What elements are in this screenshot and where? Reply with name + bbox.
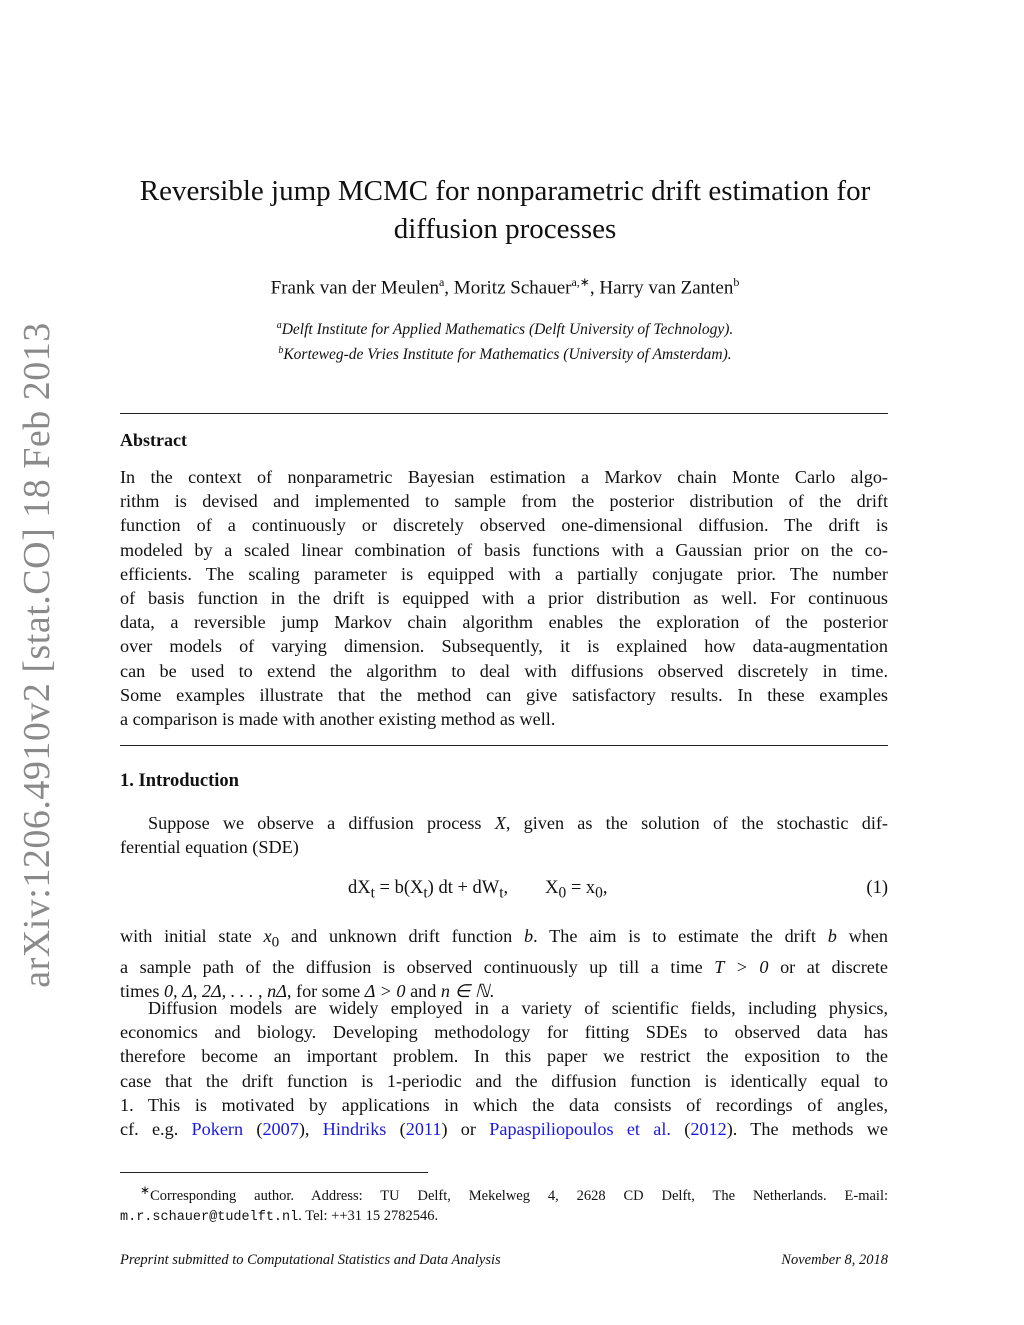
abstract-line: of basis function in the drift is equipped with a prior distribution as well. For continuous	[120, 588, 888, 609]
paragraph-line: case that the drift function is 1-periodic and the diffusion function is identically equal to	[120, 1070, 888, 1091]
citation-year-link[interactable]: 2007	[262, 1119, 299, 1140]
paragraph-line	[120, 955, 888, 979]
citation-year-link[interactable]: 2011	[405, 1119, 442, 1140]
author-name: Moritz Schauer	[453, 277, 572, 299]
abstract-line: function of a continuously or discretely observed one-dimensional diffusion. The drift is	[120, 515, 888, 536]
footnote-mark: ∗	[140, 1183, 151, 1197]
title-line-2: diffusion processes	[393, 213, 617, 245]
paragraph-line	[120, 924, 888, 955]
text-run: with initial state	[120, 926, 264, 946]
affiliation-b	[122, 340, 888, 365]
eq-part: = b(X	[374, 878, 424, 898]
author-name: Harry van Zanten	[599, 277, 734, 299]
math-var: X	[494, 813, 506, 833]
text-run: when	[836, 926, 888, 946]
author-mark: b	[733, 275, 740, 289]
arxiv-stamp	[8, 322, 66, 988]
abstract-line: Some examples illustrate that the method can give satisfactory results. In these examples	[120, 684, 888, 705]
footnote-text: Corresponding author. Address: TU Delft, Mekelweg 4, 2628 CD Delft, The Netherlands. E-mail:	[150, 1187, 888, 1204]
author-list: Frank van der Meulen$^a$, Moritz Schauer$^{a,∗}$, Harry van Zanten$^b$	[270, 275, 740, 299]
text-run: times	[120, 981, 164, 1002]
abstract-line: rithm is devised and implemented to sample from the posterior distribution of the drift	[120, 491, 888, 512]
citation-link-pokern[interactable]: Pokern	[191, 1119, 244, 1140]
citation-year-link[interactable]: 2012	[690, 1119, 727, 1140]
footer-journal: Preprint submitted to Computational Statistics and Data Analysis	[120, 1252, 501, 1268]
paragraph-line: Diffusion models are widely employed in a variety of scientific fields, including physics,	[148, 998, 888, 1018]
abstract-line: modeled by a scaled linear combination of basis functions with a Gaussian prior on the co-	[120, 539, 888, 560]
text-run: or	[447, 1119, 490, 1140]
eq-part: dX	[348, 878, 371, 898]
math-expr: 0, Δ, 2Δ, . . . , nΔ	[163, 981, 287, 1002]
affiliations	[122, 315, 888, 365]
abstract-line: over models of varying dimension. Subsequently, it is explained how data-augmentation	[120, 636, 888, 657]
abstract-line: efficients. The scaling parameter is equipped with a partially conjugate prior. The number	[120, 563, 888, 584]
abstract-line: In the context of nonparametric Bayesian estimation a Markov chain Monte Carlo algo-	[120, 467, 888, 487]
eq-sub: t	[423, 884, 428, 902]
text-run: and unknown drift function	[279, 926, 525, 946]
citation-link-hindriks[interactable]: Hindriks	[322, 1119, 387, 1140]
text-run: , for some	[286, 981, 365, 1002]
eq-part: , X	[503, 878, 559, 898]
affiliation-text: Korteweg-de Vries Institute for Mathematics (University of Amsterdam).	[283, 346, 732, 364]
abstract-line: data, a reversible jump Markov chain algorithm enables the exploration of the posterior	[120, 612, 888, 633]
footnote-line-1	[120, 1180, 888, 1206]
text-run: or at discrete	[768, 956, 888, 977]
math-expr: Δ > 0	[364, 981, 406, 1002]
affiliation-mark: b	[278, 345, 284, 357]
math-expr: n ∈ ℕ	[440, 981, 490, 1002]
math-sub: 0	[271, 933, 280, 951]
email-link[interactable]: m.r.schauer@tudelft.nl	[120, 1209, 299, 1225]
affiliation-text: Delft Institute for Applied Mathematics (Delft University of Technology).	[281, 321, 734, 339]
paragraph-line: cf. e.g. Pokern (2007), Hindriks (2011) or Papaspiliopoulos et al. (2012). The methods we	[120, 1119, 888, 1140]
text-run: and	[405, 981, 441, 1002]
math-expr: T > 0	[714, 956, 769, 977]
text-run: . The aim is to estimate the drift	[533, 926, 828, 946]
author-mark: a	[438, 275, 445, 289]
author-name: Frank van der Meulen	[270, 277, 439, 299]
eq-sub: t	[499, 884, 504, 902]
text-run: Suppose we observe a diffusion process	[148, 813, 495, 833]
eq-sub: t	[370, 884, 375, 902]
footer-date: November 8, 2018	[781, 1252, 888, 1268]
text-run: cf. e.g.	[120, 1119, 192, 1140]
abstract-heading: Abstract	[120, 430, 187, 450]
eq-part: ,	[602, 878, 608, 898]
paragraph-line: therefore become an important problem. In this paper we restrict the exposition to the	[120, 1046, 888, 1067]
abstract-top-rule	[120, 413, 888, 414]
author-mark: a,∗	[571, 275, 590, 289]
arxiv-stamp-text: arXiv:1206.4910v2 [stat.CO] 18 Feb 2013	[16, 322, 58, 988]
affiliation-a	[122, 315, 888, 340]
section-heading: 1. Introduction	[120, 771, 239, 791]
abstract-bottom-rule	[120, 745, 888, 746]
abstract-line: can be used to extend the algorithm to deal with diffusions observed discretely in time.	[120, 660, 888, 681]
text-run: a sample path of the diffusion is observed continuously up till a time	[120, 956, 715, 977]
math-var: b	[524, 926, 534, 946]
paragraph-line: 1. This is motivated by applications in which the data consists of recordings of angles,	[120, 1094, 888, 1115]
citation-link-papaspiliopoulos[interactable]: Papaspiliopoulos et al.	[489, 1119, 671, 1140]
text-run: . The methods we	[732, 1119, 888, 1140]
affiliation-mark: a	[276, 320, 282, 331]
equation-number: (1)	[866, 878, 888, 898]
eq-sub: 0	[595, 884, 603, 902]
abstract-line: a comparison is made with another existing method as well.	[120, 709, 556, 730]
footnote-line-2	[120, 1206, 888, 1228]
equation-body	[348, 878, 607, 903]
math-var: x	[263, 926, 272, 946]
title-line-1: Reversible jump MCMC for nonparametric drift estimation for	[139, 175, 871, 207]
text-run: , given as the solution of the stochastic dif-	[505, 813, 888, 833]
eq-sub: 0	[558, 884, 567, 902]
intro-paragraph-2	[120, 924, 888, 1003]
text-run: .	[489, 981, 495, 1002]
footnote	[120, 1180, 888, 1228]
paper-title	[122, 172, 888, 248]
paragraph-line	[120, 811, 888, 835]
footnote-text: . Tel: ++31 15 2782546.	[298, 1207, 439, 1224]
eq-part: ) dt + dW	[427, 878, 500, 898]
paragraph-line: economics and biology. Developing methodology for fitting SDEs to observed data has	[120, 1022, 888, 1043]
equation-1	[120, 878, 888, 906]
footnote-rule	[120, 1172, 428, 1173]
intro-paragraph-3	[120, 996, 888, 1141]
math-var: b	[827, 926, 837, 946]
eq-part: = x	[566, 878, 596, 898]
intro-paragraph-1	[120, 811, 888, 859]
abstract-body	[120, 465, 888, 731]
paragraph-line: ferential equation (SDE)	[120, 837, 299, 858]
